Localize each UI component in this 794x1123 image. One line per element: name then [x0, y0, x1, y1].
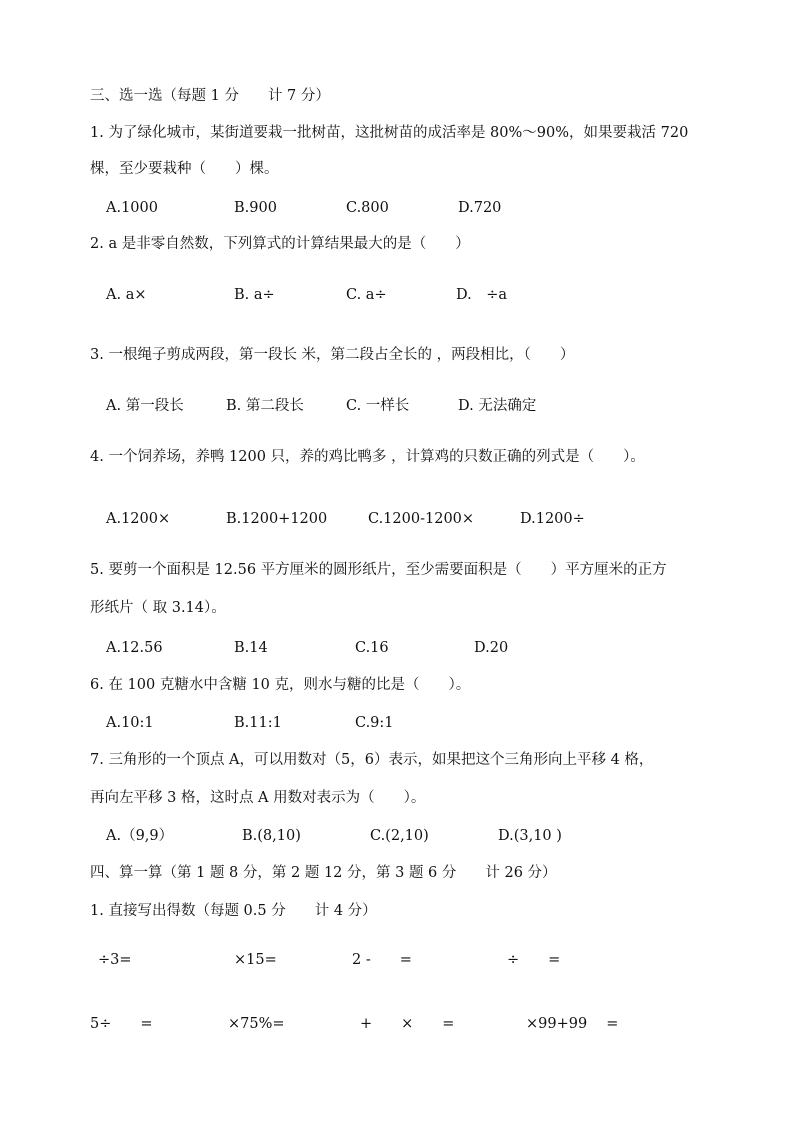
question-2-option-d: D. ÷a: [456, 287, 508, 303]
section-4-sub-1: 1. 直接写出得数（每题 0.5 分 计 4 分）: [90, 903, 377, 919]
question-7-line-2: 再向左平移 3 格，这时点 A 用数对表示为（ ）。: [90, 790, 426, 806]
question-1-option-d: D.720: [458, 200, 502, 216]
question-3-option-d: D. 无法确定: [458, 398, 537, 414]
question-5-option-b: B.14: [234, 640, 268, 656]
calc-row-1-item-2: ×15=: [234, 952, 277, 968]
question-5-option-c: C.16: [355, 640, 389, 656]
section-3-title: 三、选一选（每题 1 分 计 7 分）: [90, 88, 330, 104]
question-1-line-1: 1. 为了绿化城市，某街道要栽一批树苗，这批树苗的成活率是 80%～90%，如果要栽活 720: [90, 125, 689, 141]
question-6-line-1: 6. 在 100 克糖水中含糖 10 克，则水与糖的比是（ ）。: [90, 677, 471, 693]
calc-row-1-item-3: 2 - =: [352, 952, 412, 968]
calc-row-2-item-3: + × =: [360, 1016, 455, 1032]
calc-row-2-item-2: ×75%=: [228, 1016, 285, 1032]
question-6-option-b: B.11:1: [234, 715, 282, 731]
calc-row-1-item-4: ÷ =: [507, 952, 561, 968]
calc-row-2-item-4: ×99+99 =: [526, 1016, 619, 1032]
question-3-option-a: A. 第一段长: [106, 398, 184, 414]
question-3-option-c: C. 一样长: [346, 398, 410, 414]
question-7-option-b: B.(8,10): [242, 828, 301, 844]
question-4-line-1: 4. 一个饲养场，养鸭 1200 只，养的鸡比鸭多 ，计算鸡的只数正确的列式是（ ）。: [90, 449, 645, 465]
question-1-option-c: C.800: [346, 200, 389, 216]
question-7-line-1: 7. 三角形的一个顶点 A，可以用数对（5，6）表示，如果把这个三角形向上平移 4 格，: [90, 752, 654, 768]
question-5-option-d: D.20: [474, 640, 509, 656]
calc-row-1-item-1: ÷3=: [98, 952, 132, 968]
question-2-option-a: A. a×: [106, 287, 147, 303]
calc-row-2-item-1: 5÷ =: [90, 1016, 153, 1032]
question-4-option-c: C.1200-1200×: [368, 511, 475, 527]
question-7-option-a: A.（9,9）: [106, 828, 174, 844]
section-4-title: 四、算一算（第 1 题 8 分，第 2 题 12 分，第 3 题 6 分 计 26 分）: [90, 865, 557, 881]
question-3-line-1: 3. 一根绳子剪成两段，第一段长 米，第二段占全长的 ，两段相比，（ ）: [90, 347, 575, 363]
question-7-option-d: D.(3,10 ): [498, 828, 562, 844]
question-1-option-a: A.1000: [106, 200, 158, 216]
question-3-option-b: B. 第二段长: [226, 398, 304, 414]
question-2-option-c: C. a÷: [346, 287, 387, 303]
question-2-line-1: 2. a 是非零自然数，下列算式的计算结果最大的是（ ）: [90, 236, 470, 252]
question-4-option-d: D.1200÷: [520, 511, 585, 527]
question-1-option-b: B.900: [234, 200, 277, 216]
question-7-option-c: C.(2,10): [370, 828, 429, 844]
question-1-line-2: 棵，至少要栽种（ ）棵。: [90, 161, 279, 177]
question-6-option-a: A.10:1: [106, 715, 154, 731]
question-5-line-2: 形纸片（ 取 3.14）。: [90, 600, 226, 616]
question-2-option-b: B. a÷: [234, 287, 275, 303]
question-4-option-b: B.1200+1200: [226, 511, 328, 527]
question-4-option-a: A.1200×: [106, 511, 171, 527]
question-6-option-c: C.9:1: [355, 715, 394, 731]
question-5-option-a: A.12.56: [106, 640, 163, 656]
question-5-line-1: 5. 要剪一个面积是 12.56 平方厘米的圆形纸片，至少需要面积是（ ）平方厘米的正方: [90, 562, 667, 578]
